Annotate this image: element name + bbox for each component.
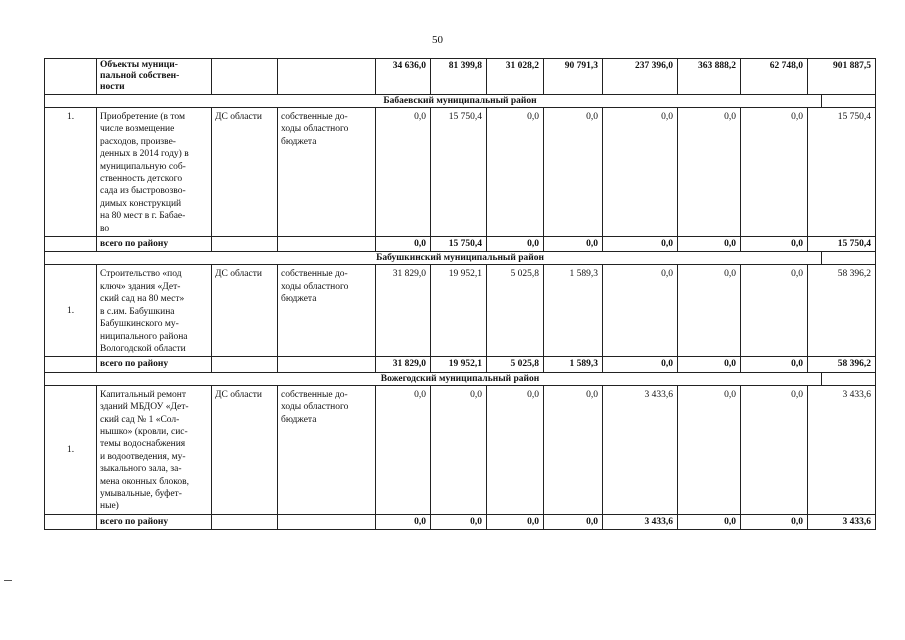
item-source: собственные до- ходы областного бюджета	[278, 265, 376, 357]
divider-line	[821, 373, 822, 385]
total-value: 15 750,4	[808, 237, 876, 252]
total-label: всего по району	[97, 514, 212, 529]
item-value: 0,0	[678, 265, 741, 357]
item-value: 0,0	[487, 385, 544, 514]
item-value: 0,0	[544, 385, 603, 514]
total-value: 5 025,8	[487, 357, 544, 372]
item-value: 0,0	[544, 108, 603, 237]
item-value: 0,0	[678, 108, 741, 237]
item-value: 0,0	[741, 108, 808, 237]
total-value: 0,0	[741, 357, 808, 372]
header-row	[45, 59, 876, 95]
total-value: 31 829,0	[376, 357, 431, 372]
total-value: 58 396,2	[808, 357, 876, 372]
item-value: 0,0	[741, 385, 808, 514]
item-value: 0,0	[376, 108, 431, 237]
total-value: 0,0	[603, 357, 678, 372]
item-value: 0,0	[431, 385, 487, 514]
district-row	[45, 252, 876, 265]
item-value: 15 750,4	[431, 108, 487, 237]
item-value: 15 750,4	[808, 108, 876, 237]
district-row	[45, 95, 876, 108]
header-value: 237 396,0	[603, 59, 678, 95]
item-name: Приобретение (в том числе возмещение расходов, произве- денных в 2014 году) в муниципальную соб- ственность детского сада из быстровозво- димых конструкций на 80 мест в г. Бабае- во	[97, 108, 212, 237]
item-executor: ДС области	[212, 108, 278, 237]
district-heading-cell	[45, 252, 876, 265]
item-value: 0,0	[678, 385, 741, 514]
total-value: 3 433,6	[603, 514, 678, 529]
district-heading-cell	[45, 95, 876, 108]
item-value: 1 589,3	[544, 265, 603, 357]
district-name: Бабушкинский муниципальный район	[376, 253, 544, 264]
total-value: 0,0	[376, 514, 431, 529]
district-name: Бабаевский муниципальный район	[383, 96, 537, 106]
header-value: 34 636,0	[376, 59, 431, 95]
total-num-cell	[45, 514, 97, 529]
total-row	[45, 514, 876, 529]
divider-line	[821, 252, 822, 264]
item-value: 31 829,0	[376, 265, 431, 357]
total-source-cell	[278, 237, 376, 252]
item-name: Капитальный ремонт зданий МБДОУ «Дет- ский сад № 1 «Сол- нышко» (кровли, сис- темы водоснабжения и водоотведения, му- зыкального зала, за- мена оконных блоков, умывальные, буфет- ные)	[97, 385, 212, 514]
header-value: 31 028,2	[487, 59, 544, 95]
item-value: 5 025,8	[487, 265, 544, 357]
item-row	[45, 108, 876, 237]
item-value: 0,0	[603, 265, 678, 357]
item-value: 0,0	[487, 108, 544, 237]
total-value: 15 750,4	[431, 237, 487, 252]
total-value: 0,0	[603, 237, 678, 252]
total-value: 1 589,3	[544, 357, 603, 372]
total-value: 0,0	[678, 357, 741, 372]
page-number: 50	[432, 34, 443, 46]
total-value: 3 433,6	[808, 514, 876, 529]
item-number: 1.	[45, 265, 97, 357]
item-value: 0,0	[603, 108, 678, 237]
district-row	[45, 372, 876, 385]
total-value: 0,0	[741, 237, 808, 252]
header-num-cell	[45, 59, 97, 95]
header-label: Объекты муници- пальной собствен- ности	[97, 59, 212, 95]
table-body	[45, 59, 876, 530]
divider-line	[821, 95, 822, 107]
header-executor-cell	[212, 59, 278, 95]
total-num-cell	[45, 357, 97, 372]
total-value: 19 952,1	[431, 357, 487, 372]
item-number: 1.	[45, 385, 97, 514]
header-value: 901 887,5	[808, 59, 876, 95]
total-value: 0,0	[678, 237, 741, 252]
header-value: 363 888,2	[678, 59, 741, 95]
item-row	[45, 385, 876, 514]
margin-mark	[4, 580, 12, 581]
total-value: 0,0	[487, 237, 544, 252]
header-value: 62 748,0	[741, 59, 808, 95]
budget-table	[44, 58, 876, 530]
total-num-cell	[45, 237, 97, 252]
item-number: 1.	[45, 108, 97, 237]
total-value: 0,0	[544, 514, 603, 529]
total-label: всего по району	[97, 237, 212, 252]
item-value: 0,0	[376, 385, 431, 514]
item-value: 3 433,6	[603, 385, 678, 514]
total-value: 0,0	[544, 237, 603, 252]
header-value: 81 399,8	[431, 59, 487, 95]
item-row	[45, 265, 876, 357]
total-source-cell	[278, 357, 376, 372]
item-executor: ДС области	[212, 385, 278, 514]
item-name: Строительство «под ключ» здания «Дет- ский сад на 80 мест» в с.им. Бабушкина Бабушкинского му- ниципального района Вологодской области	[97, 265, 212, 357]
district-heading-cell	[45, 372, 876, 385]
total-value: 0,0	[376, 237, 431, 252]
total-executor-cell	[212, 237, 278, 252]
item-value: 19 952,1	[431, 265, 487, 357]
item-source: собственные до- ходы областного бюджета	[278, 385, 376, 514]
total-value: 0,0	[487, 514, 544, 529]
total-label: всего по району	[97, 357, 212, 372]
header-source-cell	[278, 59, 376, 95]
total-source-cell	[278, 514, 376, 529]
total-value: 0,0	[431, 514, 487, 529]
header-value: 90 791,3	[544, 59, 603, 95]
item-value: 3 433,6	[808, 385, 876, 514]
total-executor-cell	[212, 357, 278, 372]
district-name: Вожегодский муниципальный район	[380, 373, 540, 384]
item-value: 58 396,2	[808, 265, 876, 357]
total-value: 0,0	[678, 514, 741, 529]
item-source: собственные до- ходы областного бюджета	[278, 108, 376, 237]
item-executor: ДС области	[212, 265, 278, 357]
total-value: 0,0	[741, 514, 808, 529]
total-row	[45, 237, 876, 252]
total-row	[45, 357, 876, 372]
item-value: 0,0	[741, 265, 808, 357]
total-executor-cell	[212, 514, 278, 529]
